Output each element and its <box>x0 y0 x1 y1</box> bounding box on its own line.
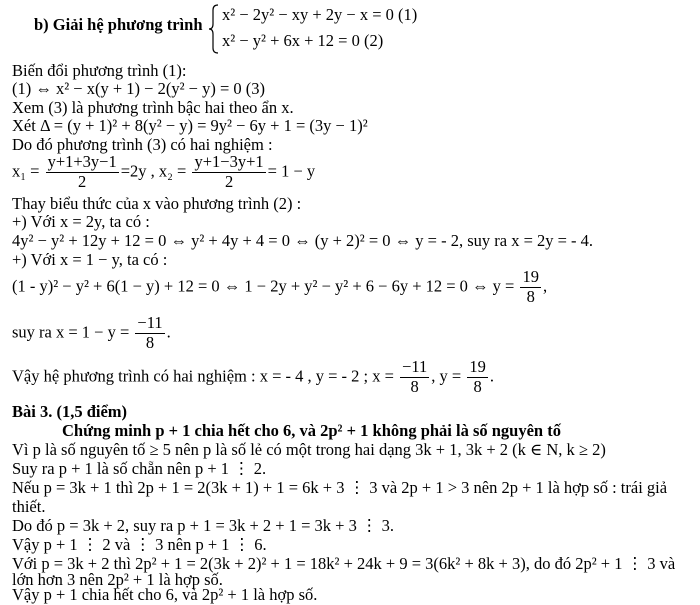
result-punct: . <box>166 322 171 342</box>
fraction-denominator: 8 <box>526 286 535 306</box>
system-equation-2: x² − y² + 6x + 12 = 0 (2) <box>222 31 384 50</box>
equation-text: (1 - y)² − y² + 6(1 − y) + 12 = 0 ⇔ 1 − 2y + y² − y² + 6 − 6y + 12 = 0 ⇔ y = <box>12 276 519 296</box>
fraction <box>135 314 164 353</box>
text-line: thiết. <box>12 497 46 516</box>
roots-line <box>12 153 315 192</box>
roots-x2-result: = 1 − y <box>267 161 316 181</box>
fraction-denominator: 2 <box>224 171 234 191</box>
conclusion-line <box>12 358 494 397</box>
fraction <box>467 358 488 397</box>
text-line: Với p = 3k + 2 thì 2p² + 1 = 2(3k + 2)² + 1 = 18k² + 24k + 9 = 3(6k² + 8k + 3), do đó 2p² + 1 ⋮ 3 và <box>12 554 676 573</box>
fraction-denominator: 8 <box>145 332 155 352</box>
fraction-numerator: −11 <box>137 313 163 332</box>
section-subtitle: Chứng minh p + 1 chia hết cho 6, và 2p² + 1 không phải là số nguyên tố <box>62 421 561 440</box>
fraction <box>46 153 119 192</box>
text-line: Thay biểu thức của x vào phương trình (2) : <box>12 194 302 213</box>
case2-result-line <box>12 314 171 353</box>
text-line: Biến đổi phương trình (1): <box>12 61 187 80</box>
fraction <box>192 153 265 192</box>
text-line: Vậy p + 1 ⋮ 2 và ⋮ 3 nên p + 1 ⋮ 6. <box>12 535 267 554</box>
text-line: 4y² − y² + 12y + 12 = 0 ⇔ y² + 4y + 4 = 0 ⇔ (y + 2)² = 0 ⇔ y = - 2, suy ra x = 2y = - 4. <box>12 231 594 250</box>
section-title: Bài 3. (1,5 điểm) <box>12 402 128 421</box>
conclusion-text: Vậy hệ phương trình có hai nghiệm : x = - 4 , y = - 2 ; x = <box>12 366 399 386</box>
text-line: Xem (3) là phương trình bậc hai theo ẩn x. <box>12 98 294 117</box>
equation-punct: , <box>542 276 548 296</box>
text-line: Xét Δ = (y + 1)² + 8(y² − y) = 9y² − 6y + 1 = (3y − 1)² <box>12 116 368 135</box>
conclusion-text: , y = <box>431 366 466 386</box>
fraction-numerator: −11 <box>402 357 428 376</box>
text-line: Suy ra p + 1 là số chẵn nên p + 1 ⋮ 2. <box>12 459 267 478</box>
roots-x1-label: x₁ = <box>12 161 44 181</box>
case2-equation-line <box>12 268 547 307</box>
text-line: +) Với x = 1 − y, ta có : <box>12 250 168 269</box>
fraction <box>520 268 541 307</box>
text-line: lớn hơn 3 nên 2p² + 1 là hợp số. <box>12 570 223 589</box>
text-line: Do đó phương trình (3) có hai nghiệm : <box>12 135 273 154</box>
conclusion-punct: . <box>489 366 494 386</box>
roots-x1-result: =2y , x₂ = <box>120 161 191 181</box>
fraction-denominator: 8 <box>410 376 419 396</box>
fraction-denominator: 2 <box>78 171 87 191</box>
text-line: (1) ⇔ x² − x(y + 1) − 2(y² − y) = 0 (3) <box>12 79 266 98</box>
fraction-numerator: y+1+3y−1 <box>47 152 117 171</box>
text-line: Nếu p = 3k + 1 thì 2p + 1 = 2(3k + 1) + 1 = 6k + 3 ⋮ 3 và 2p + 1 > 3 nên 2p + 1 là hợp số : trái giả <box>12 478 668 497</box>
fraction-denominator: 8 <box>473 376 482 396</box>
text-line: Vì p là số nguyên tố ≥ 5 nên p là số lẻ có một trong hai dạng 3k + 1, 3k + 2 (k ∈ N, k ≥ 2) <box>12 440 606 459</box>
fraction-numerator: 19 <box>469 357 486 376</box>
system-brace-icon <box>209 4 219 54</box>
fraction-numerator: 19 <box>522 267 539 286</box>
system-equation-1: x² − 2y² − xy + 2y − x = 0 (1) <box>222 5 418 24</box>
fraction <box>400 358 429 397</box>
text-line: Do đó p = 3k + 2, suy ra p + 1 = 3k + 2 + 1 = 3k + 3 ⋮ 3. <box>12 516 394 535</box>
fraction-numerator: y+1−3y+1 <box>194 152 264 171</box>
text-line: +) Với x = 2y, ta có : <box>12 212 150 231</box>
part-b-heading: b) Giải hệ phương trình <box>34 15 203 34</box>
result-text: suy ra x = 1 − y = <box>12 322 134 342</box>
text-line: Vậy p + 1 chia hết cho 6, và 2p² + 1 là hợp số. <box>12 585 318 604</box>
